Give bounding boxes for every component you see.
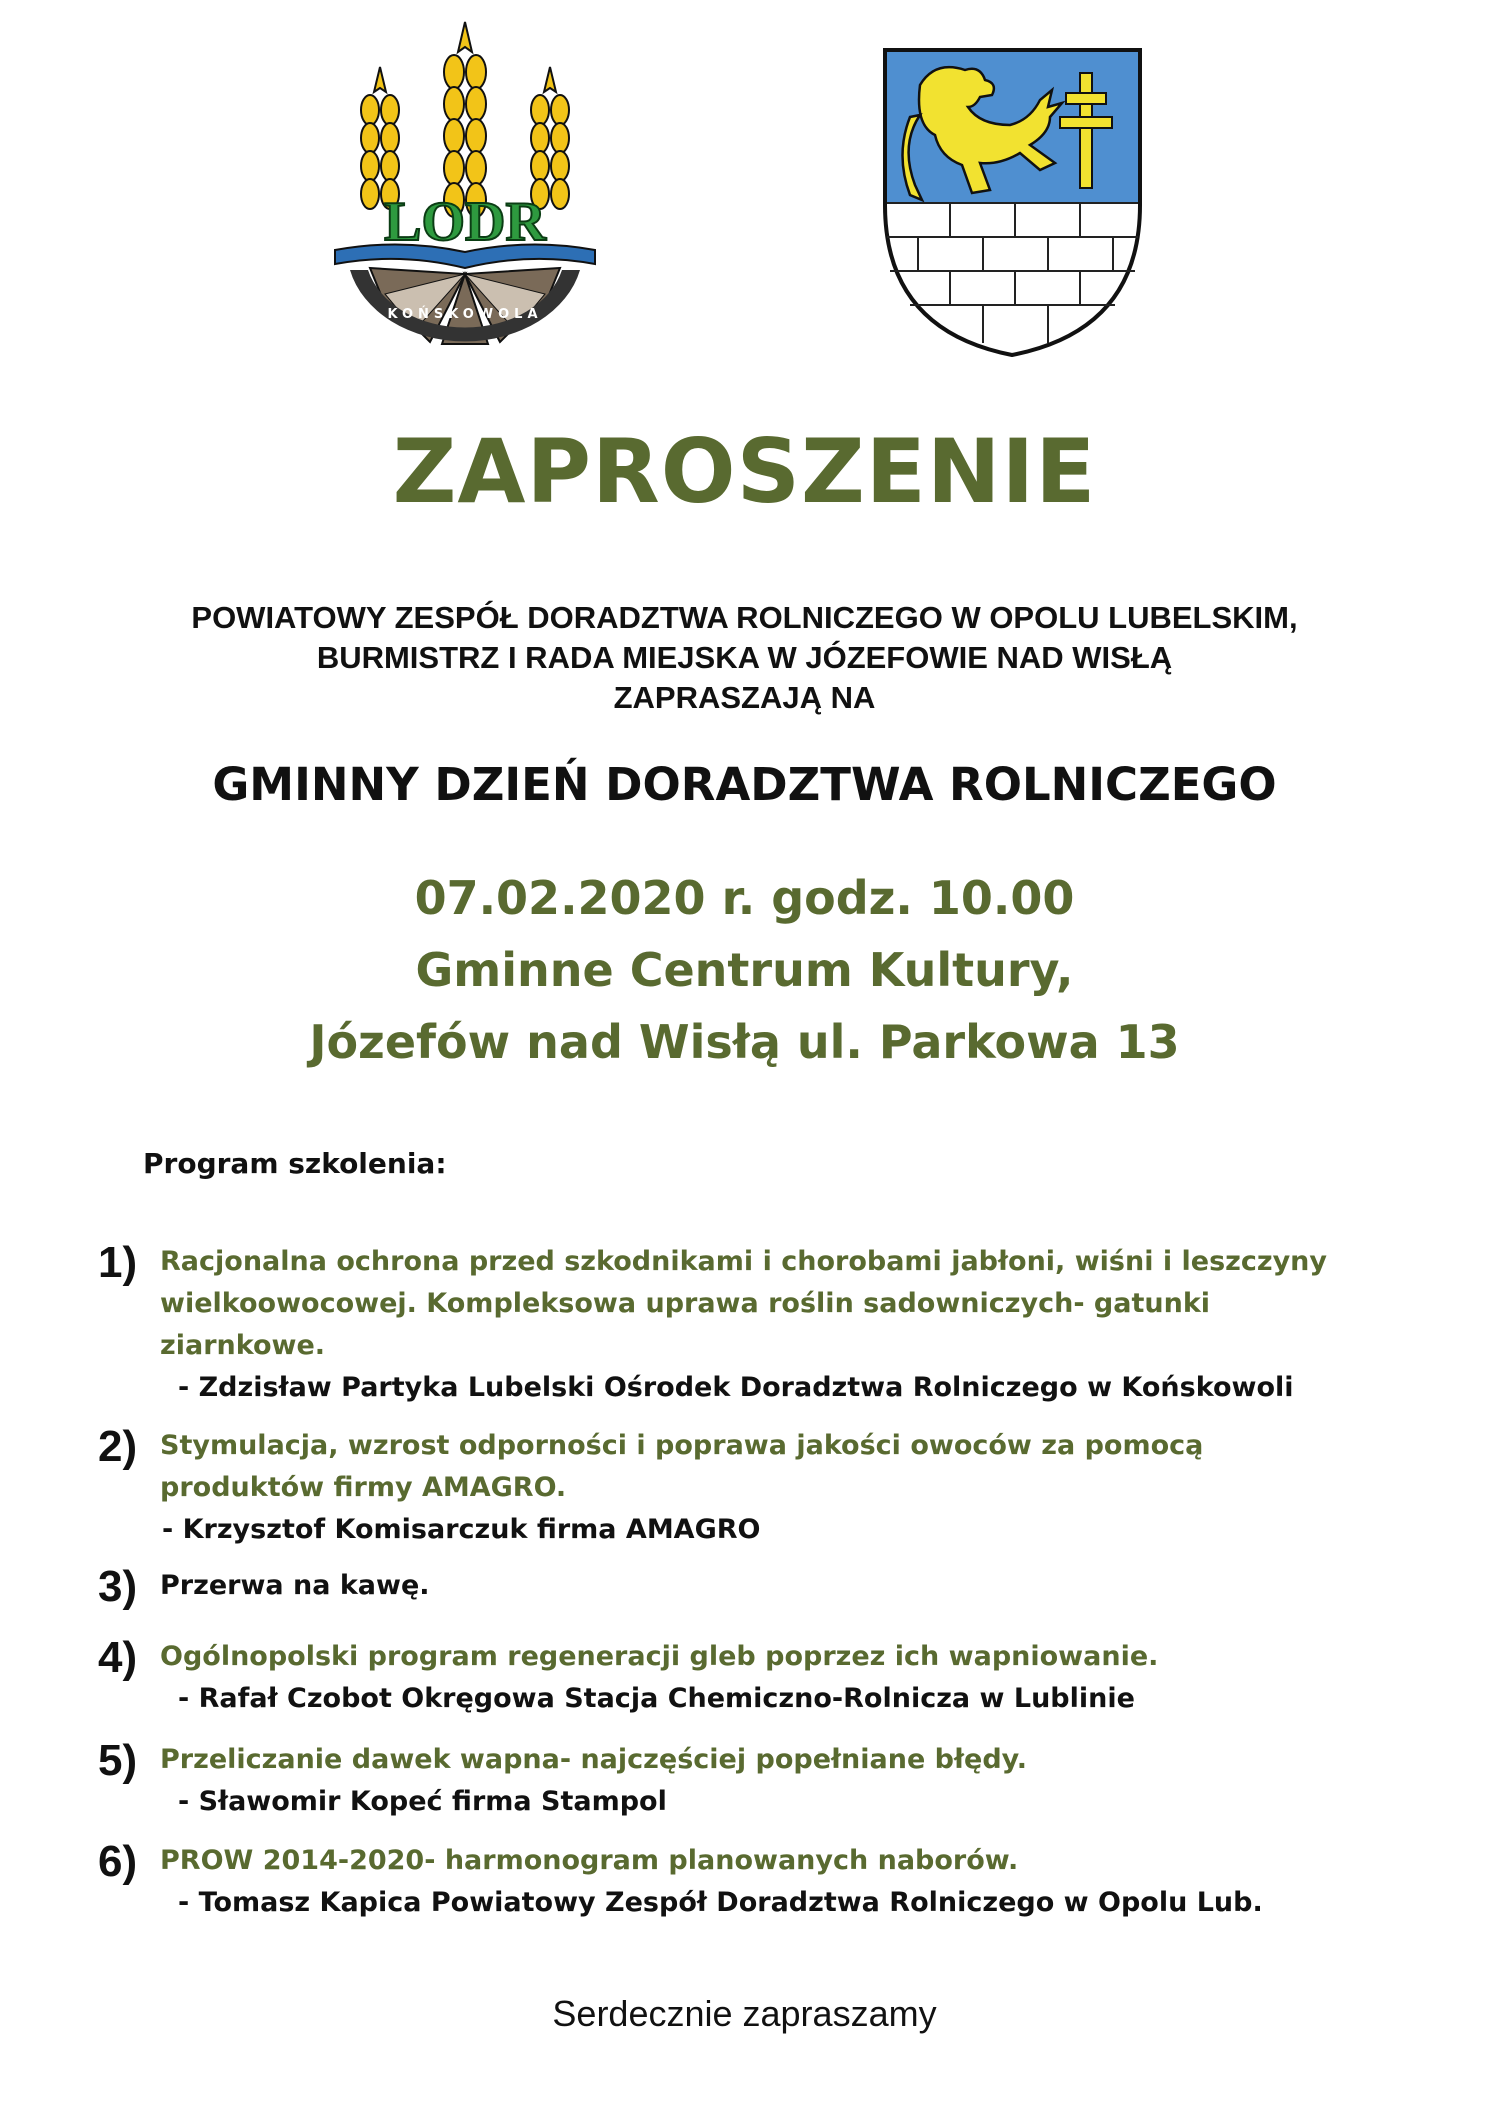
- organizer-line: BURMISTRZ I RADA MIEJSKA W JÓZEFOWIE NAD WISŁĄ: [316, 640, 1173, 675]
- program-item-topic: Przerwa na kawę.: [160, 1570, 430, 1601]
- program-item-number: 1): [98, 1238, 138, 1287]
- program-item-topic: PROW 2014-2020- harmonogram planowanych naborów.: [160, 1845, 1019, 1876]
- program-item-topic: Racjonalna ochrona przed szkodnikami i chorobami jabłoni, wiśni i leszczyny: [160, 1246, 1327, 1277]
- program-item-topic: wielkoowocowej. Kompleksowa uprawa roślin sadowniczych- gatunki: [160, 1288, 1211, 1319]
- page-title: ZAPROSZENIE: [392, 420, 1097, 523]
- program-item-number: 3): [98, 1562, 138, 1611]
- program-item-number: 6): [98, 1837, 138, 1886]
- program-item-speaker: - Rafał Czobot Okręgowa Stacja Chemiczno-Rolnicza w Lublinie: [178, 1683, 1135, 1714]
- organizer-line: ZAPRASZAJĄ NA: [613, 680, 876, 715]
- program-item: [160, 1241, 1420, 1409]
- lodr-logo-subtext: KOŃSKOWOLA: [387, 307, 543, 322]
- closing-text: Serdecznie zapraszamy: [552, 1993, 937, 2034]
- lodr-logo-text: LODR: [384, 191, 546, 253]
- organizers: [0, 598, 1489, 718]
- program-item-number: 5): [98, 1736, 138, 1785]
- lodr-logo: [330, 12, 600, 357]
- program-item-speaker: - Zdzisław Partyka Lubelski Ośrodek Doradztwa Rolniczego w Końskowoli: [178, 1372, 1294, 1403]
- program-heading: Program szkolenia:: [143, 1147, 447, 1180]
- event-venue: Gminne Centrum Kultury,: [415, 943, 1074, 997]
- event-name: GMINNY DZIEŃ DORADZTWA ROLNICZEGO: [212, 758, 1277, 811]
- program-item-topic: produktów firmy AMAGRO.: [160, 1472, 567, 1503]
- event-date-time: 07.02.2020 r. godz. 10.00: [414, 871, 1075, 925]
- program-item-topic: Stymulacja, wzrost odporności i poprawa jakości owoców za pomocą: [160, 1430, 1204, 1461]
- program-item-speaker: - Tomasz Kapica Powiatowy Zespół Doradztwa Rolniczego w Opolu Lub.: [178, 1887, 1263, 1918]
- program-item: [160, 1636, 1420, 1720]
- program-item: [160, 1840, 1440, 1924]
- program-item-topic: Ogólnopolski program regeneracji gleb poprzez ich wapniowanie.: [160, 1641, 1159, 1672]
- program-item-speaker: - Krzysztof Komisarczuk firma AMAGRO: [162, 1514, 761, 1545]
- program-item-speaker: - Sławomir Kopeć firma Stampol: [178, 1786, 667, 1817]
- program-item: [160, 1565, 1420, 1607]
- program-item-topic: Przeliczanie dawek wapna- najczęściej popełniane błędy.: [160, 1744, 1028, 1775]
- program-item: [160, 1739, 1420, 1823]
- program-item-number: 4): [98, 1633, 138, 1682]
- program-item-number: 2): [98, 1422, 138, 1471]
- program-item-topic: ziarnkowe.: [160, 1330, 326, 1361]
- event-details: [0, 862, 1489, 1078]
- event-address: Józefów nad Wisłą ul. Parkowa 13: [309, 1015, 1180, 1069]
- program-item: [160, 1425, 1420, 1551]
- organizer-line: POWIATOWY ZESPÓŁ DORADZTWA ROLNICZEGO W OPOLU LUBELSKIM,: [191, 600, 1298, 635]
- coat-of-arms: [880, 45, 1145, 360]
